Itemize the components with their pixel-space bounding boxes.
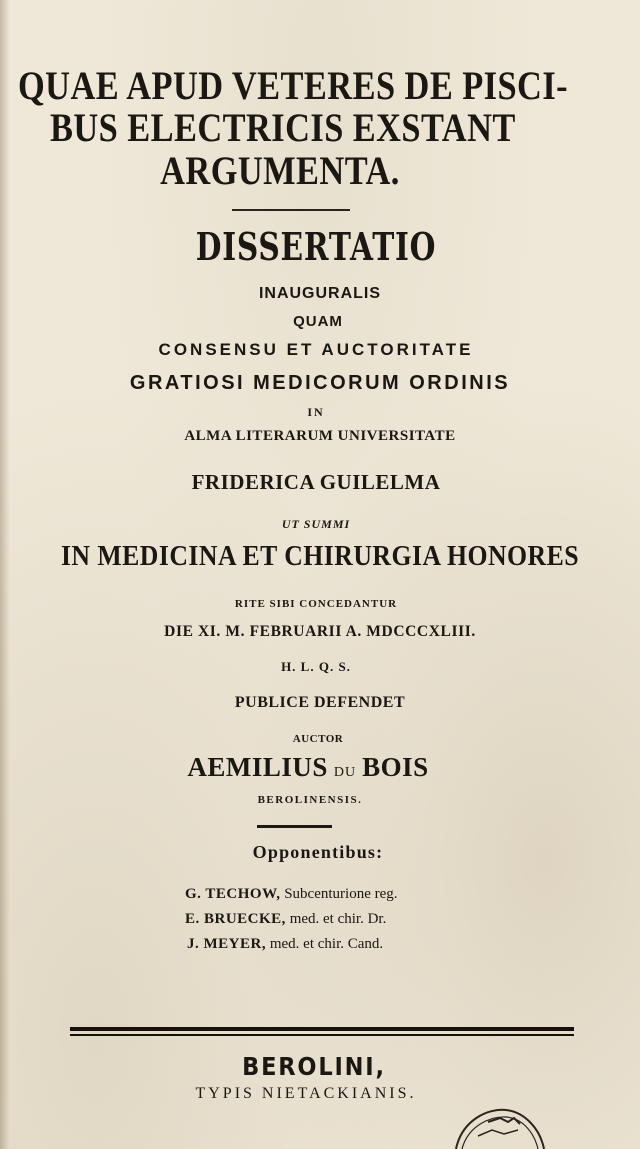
quam-line: QUAM	[293, 313, 343, 330]
opponent-1	[185, 886, 398, 903]
gratiosi-line: GRATIOSI MEDICORUM ORDINIS	[129, 372, 511, 394]
thin-rule	[70, 1034, 574, 1036]
opponent-rank: med. et chir. Cand.	[269, 936, 384, 952]
title-line-3: ARGUMENTA.	[160, 148, 400, 193]
opponent-2	[185, 911, 386, 928]
author-name	[0, 752, 628, 783]
opponent-name: G. TECHOW,	[185, 886, 281, 902]
opponentibus-heading: Opponentibus:	[252, 842, 384, 862]
rite-line: RITE SIBI CONCEDANTUR	[234, 598, 398, 610]
imprint-city: BEROLINI,	[242, 1052, 386, 1081]
middle-rule	[257, 825, 332, 828]
friderica-line: FRIDERICA GUILELMA	[191, 470, 441, 494]
date-line: DIE XI. M. FEBRUARII A. MDCCCXLIII.	[164, 623, 476, 640]
binding-shadow	[0, 0, 10, 1149]
in-line: IN	[307, 405, 325, 419]
dissertatio-heading: DISSERTATIO	[195, 224, 437, 269]
publice-line: PUBLICE DEFENDET	[234, 694, 406, 711]
consensu-line: CONSENSU ET AUCTORITATE	[158, 340, 474, 359]
opponent-name: E. BRUECKE,	[185, 911, 286, 927]
short-rule	[232, 209, 350, 211]
imprint-printer: TYPIS NIETACKIANIS.	[195, 1085, 417, 1102]
opponent-name: J. MEYER,	[187, 936, 267, 952]
honores-line: IN MEDICINA ET CHIRURGIA HONORES	[60, 541, 580, 572]
library-stamp-icon	[448, 1100, 548, 1149]
hlqs-line: H. L. Q. S.	[281, 659, 351, 674]
author-last-name: BOIS	[362, 752, 429, 782]
author-particle: DU	[333, 765, 357, 780]
title-line-1: QUAE APUD VETERES DE PISCI-	[18, 63, 569, 108]
thick-rule	[70, 1027, 574, 1031]
opponent-rank: Subcenturione reg.	[284, 886, 398, 902]
berolinensis-line: BEROLINENSIS.	[257, 794, 363, 806]
ut-summi-line: UT SUMMI	[281, 517, 351, 531]
auctor-line: AUCTOR	[292, 733, 344, 745]
opponent-3	[187, 936, 383, 953]
opponent-rank: med. et chir. Dr.	[289, 911, 387, 927]
author-first-name: AEMILIUS	[187, 752, 328, 782]
inauguralis-line: INAUGURALIS	[258, 285, 382, 302]
alma-line: ALMA LITERARUM UNIVERSITATE	[184, 428, 456, 444]
title-line-2: BUS ELECTRICIS EXSTANT	[50, 105, 516, 150]
